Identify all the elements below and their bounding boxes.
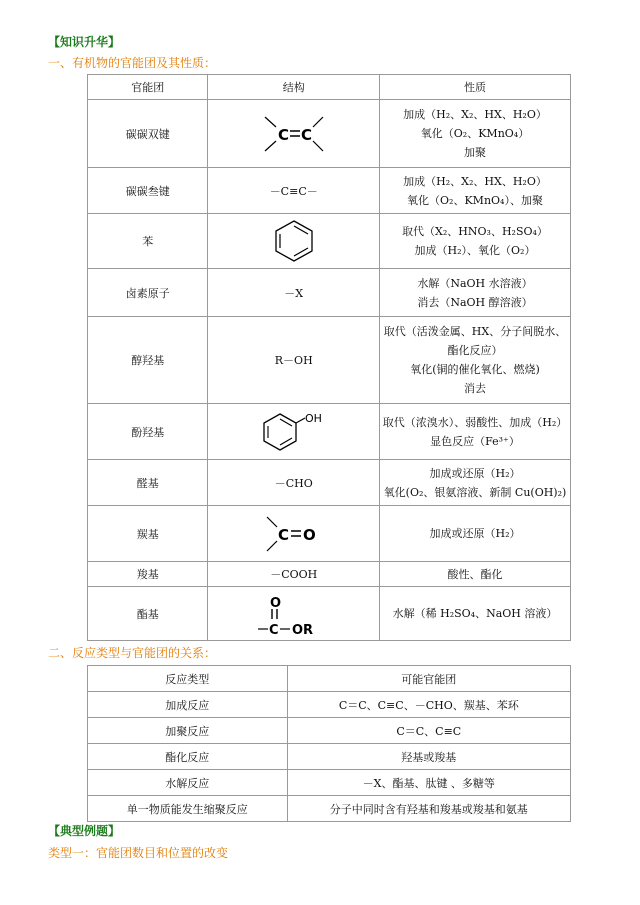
reaction-type: 酯化反应 [88,744,288,770]
property-line: 加成（H₂）、氧化（O₂） [414,244,536,257]
structure-cell [208,404,380,460]
property-cell [380,100,571,168]
reaction-type: 水解反应 [88,770,288,796]
table-row [88,692,571,718]
table-row [88,587,571,641]
property-cell [380,214,571,269]
svg-text:C: C [300,125,312,144]
property-line: 加成或还原（H₂） [429,466,521,480]
svg-text:C: C [277,525,289,544]
header-property: 性质 [380,75,571,100]
property-line: 取代（浓溴水）、弱酸性、加成（H₂） [382,415,568,429]
property-line: 取代（活泼金属、HX、分子间脱水、 [383,325,567,338]
possible-groups: 羟基或羧基 [287,744,570,770]
reaction-type: 加聚反应 [88,718,288,744]
structure-cell [208,214,380,269]
possible-groups: C＝C、C≡C、－CHO、羰基、苯环 [287,692,570,718]
property-cell [380,168,571,214]
ester-icon [254,591,334,637]
property-line: 消去 [464,382,486,395]
reaction-type: 单一物质能发生缩聚反应 [88,796,288,822]
group-name: 碳碳叁键 [88,168,208,214]
section-knowledge-title: 【知识升华】 [48,35,121,49]
structure-text: －COOH [208,562,380,587]
structure-cell [208,506,380,562]
property-line: 加成或还原（H₂） [429,527,521,540]
property-line: 显色反应（Fe³⁺） [430,434,520,448]
structure-cell [208,100,380,168]
property-cell [380,562,571,587]
phenol-icon [254,409,334,455]
property-cell [380,460,571,506]
table-row [88,168,571,214]
group-name: 醇羟基 [88,317,208,404]
table2-header-row [88,666,571,692]
property-cell [380,317,571,404]
group-name: 酯基 [88,587,208,641]
group-name: 羰基 [88,506,208,562]
property-cell [380,404,571,460]
table-row [88,770,571,796]
property-line: 加聚 [464,146,486,159]
possible-groups: C＝C、C≡C [287,718,570,744]
property-line: 消去（NaOH 醇溶液） [417,295,533,309]
alkene-double-bond-icon [259,111,329,157]
property-cell [380,506,571,562]
group-name: 苯 [88,214,208,269]
possible-groups: 分子中同时含有羟基和羧基或羧基和氨基 [287,796,570,822]
table-row [88,460,571,506]
table-row [88,214,571,269]
structure-text: －C≡C－ [208,168,380,214]
section-examples-title: 【典型例题】 [48,824,121,838]
property-cell [380,269,571,317]
type1-heading: 类型一：官能团数目和位置的改变 [48,846,229,860]
group-name: 碳碳双键 [88,100,208,168]
property-line: 氧化(O₂、银氨溶液、新制 Cu(OH)₂) [383,485,567,499]
group-name: 卤素原子 [88,269,208,317]
structure-cell [208,587,380,641]
svg-text:C: C [268,622,279,637]
svg-text:OR: OR [291,622,313,637]
table-row [88,796,571,822]
functional-group-table [87,74,571,641]
heading-functional-groups: 一、有机物的官能团及其性质： [48,56,217,70]
benzene-ring-icon [271,218,317,264]
carbonyl-icon [259,511,329,557]
table-row [88,718,571,744]
table-row [88,269,571,317]
property-line: 酸性、酯化 [447,567,503,581]
header-group: 官能团 [88,75,208,100]
property-line: 氧化（O₂、KMnO₄）、加聚 [407,193,543,207]
header-possible-groups: 可能官能团 [287,666,570,692]
structure-text: R－OH [208,317,380,404]
header-reaction-type: 反应类型 [88,666,288,692]
table1-header-row [88,75,571,100]
header-structure: 结构 [208,75,380,100]
structure-text: －X [208,269,380,317]
property-cell [380,587,571,641]
table-row [88,562,571,587]
svg-text:O: O [302,525,316,544]
table-row [88,744,571,770]
svg-text:O: O [269,595,281,611]
group-name: 酚羟基 [88,404,208,460]
property-line: 水解（稀 H₂SO₄、NaOH 溶液） [392,607,558,620]
property-line: 加成（H₂、X₂、HX、H₂O） [403,108,547,121]
property-line: 氧化（O₂、KMnO₄） [420,127,530,140]
group-name: 羧基 [88,562,208,587]
group-name: 醛基 [88,460,208,506]
phenol-oh-label: OH [304,411,322,425]
heading-reaction-types: 二、反应类型与官能团的关系： [48,646,217,660]
property-line: 取代（X₂、HNO₃、H₂SO₄） [402,225,548,238]
property-line: 水解（NaOH 水溶液） [417,276,533,290]
property-line: 氧化(铜的催化氧化、燃烧) [410,363,540,376]
property-line: 酯化反应） [447,344,503,357]
reaction-type: 加成反应 [88,692,288,718]
reaction-type-table [87,665,571,822]
table-row [88,317,571,404]
table-row [88,506,571,562]
svg-text:C: C [277,125,289,144]
table-row [88,100,571,168]
property-line: 加成（H₂、X₂、HX、H₂O） [403,174,547,188]
possible-groups: －X、酯基、肽键 、多糖等 [287,770,570,796]
structure-text: －CHO [208,460,380,506]
table-row [88,404,571,460]
